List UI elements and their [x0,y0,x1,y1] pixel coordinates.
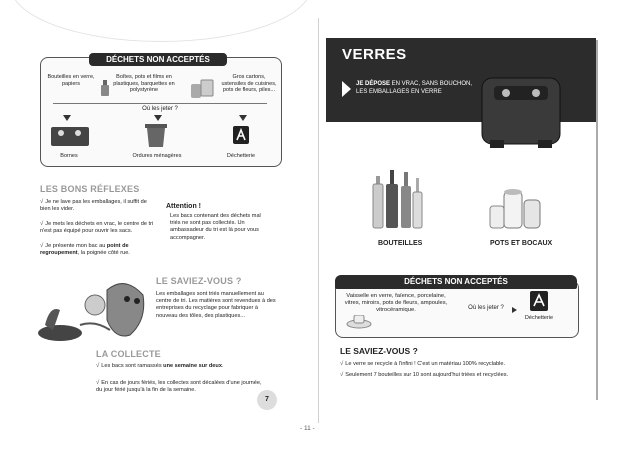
right-saviez-2: √ Seulement 7 bouteilles sur 10 sont aujourd'hui triées et recyclées. [340,372,509,378]
glass-container-icon [480,74,562,152]
reflex-1: √ Je ne lave pas les emballages, il suffit de bien les vider. [40,199,147,213]
raccoon-mascot-icon [35,275,150,345]
arrow-right-icon [512,307,517,313]
left-where-label: Où les jeter ? [142,106,178,112]
triangle-marker-icon [342,81,351,97]
right-dest-dechetterie: Déchetterie [524,315,554,321]
left-box-title: DÉCHETS NON ACCEPTÉS [89,53,227,66]
right-box-title: DÉCHETS NON ACCEPTÉS [335,275,577,289]
jars-photo-icon [488,186,548,232]
left-item-1: Bouteilles en verre, papiers [47,74,95,87]
tableware-photo-icon [346,315,372,329]
bottles-photo-icon [372,168,424,232]
glass-bottle-icon [99,80,113,96]
verres-subtitle: JE DÉPOSE EN VRAC, SANS BOUCHON, LES EMBALLAGES EN VERRE [356,81,473,95]
collecte-2: √ En cas de jours fériés, les collectes sont décalées d'une journée, du jour férié jusqu'à la fin de la semaine. [96,380,262,394]
left-item-2: Boîtes, pots et films en plastiques, barquettes en polystyrène [113,74,175,93]
recycling-center-icon [233,126,249,144]
page-spine [318,18,319,423]
container-bin-icon [51,124,89,146]
product-bouteilles: BOUTEILLES [378,240,423,247]
dest-bornes: Bornes [60,153,78,159]
collecte-1: √ Les bacs sont ramassés une semaine sur deux. [96,363,224,369]
attention-title: Attention ! [166,203,201,210]
dest-ordures: Ordures ménagères [132,153,182,159]
product-pots: POTS ET BOCAUX [490,240,553,247]
plastic-items-icon [189,78,215,100]
right-saviez-1: √ Le verre se recycle à l'infini ! C'est un matériau 100% recyclable. [340,361,506,367]
collecte-title: LA COLLECTE [96,349,161,359]
right-box-text: Vaisselle en verre, faïence, porcelaine, vitres, miroirs, pots de fleurs, ampoules, vitrocéramique. [344,293,448,313]
right-not-accepted-box [335,277,579,338]
left-not-accepted-box [40,57,282,167]
right-edge-border [596,40,598,400]
dest-dechetterie: Déchetterie [226,153,256,159]
reflex-3: √ Je présente mon bac au point de regroupement, la poignée côté rue. [40,243,130,257]
arrow-down-icon [239,115,247,121]
trash-bin-icon [145,122,167,148]
decorative-arc [10,0,312,42]
right-saviez-title: LE SAVIEZ-VOUS ? [340,346,418,356]
page-badge: 7 [257,390,277,410]
attention-text: Les bacs contenant des déchets mal triés ne sont pas collectés. Un ambassadeur du tri est là pour vous accompagner. [170,213,261,241]
right-where-label: Où les jeter ? [468,305,504,311]
left-item-3: Gros cartons, ustensiles de cuisines, pots de fleurs, piles... [221,74,277,93]
left-saviez-text: Les emballages sont triés manuellement au centre de tri. Les matières sont revendues à des entreprises du recyclage pour fabriquer à nouveau des tôles, des plastiques... [156,291,276,319]
verres-title: VERRES [342,46,407,63]
arrow-down-icon [63,115,71,121]
left-saviez-title: LE SAVIEZ-VOUS ? [156,276,242,286]
flow-line [53,103,267,104]
arrow-down-icon [154,115,162,121]
reflex-2: √ Je mets les déchets en vrac, le centre de tri n'est pas équipé pour ouvrir les sacs. [40,221,154,235]
page-number: - 11 - [300,425,315,432]
recycling-center-icon [530,291,548,311]
reflexes-title: LES BONS RÉFLEXES [40,184,140,194]
